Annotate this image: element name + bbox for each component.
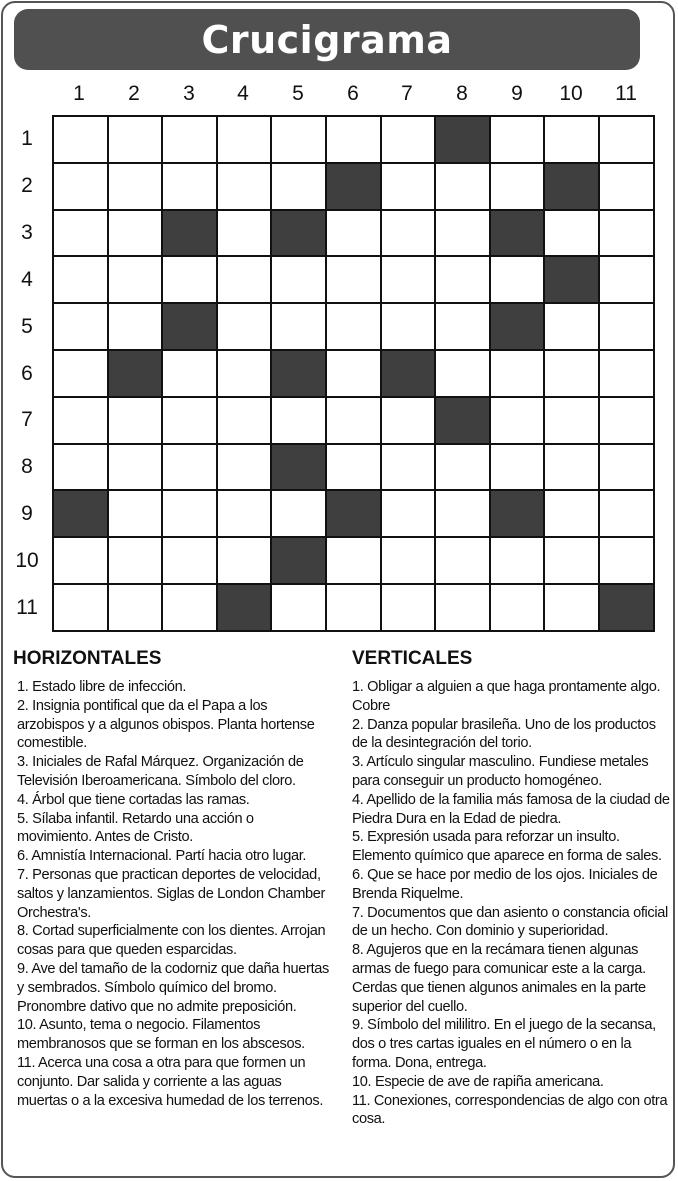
- clue-horizontal-1: 1. Estado libre de infección.: [17, 679, 187, 695]
- black-cell: [545, 164, 600, 211]
- black-cell: [272, 445, 327, 492]
- answer-cell[interactable]: [109, 117, 164, 164]
- black-cell: [600, 585, 655, 632]
- page-title: Crucigrama: [201, 17, 453, 62]
- answer-cell[interactable]: [54, 538, 109, 585]
- answer-cell[interactable]: [54, 164, 109, 211]
- clue-horizontal-4: 4. Árbol que tiene cortadas las ramas.: [17, 791, 250, 808]
- row-number: 11: [16, 596, 38, 619]
- answer-cell[interactable]: [218, 538, 273, 585]
- black-cell: [163, 211, 218, 258]
- answer-cell[interactable]: [600, 211, 655, 258]
- answer-cell[interactable]: [545, 117, 600, 164]
- row-number: 2: [21, 174, 33, 197]
- answer-cell[interactable]: [491, 257, 546, 304]
- answer-cell[interactable]: [109, 257, 164, 304]
- crossword-grid: [52, 115, 655, 632]
- answer-cell[interactable]: [491, 117, 546, 164]
- answer-cell[interactable]: [109, 445, 164, 492]
- answer-cell[interactable]: [491, 445, 546, 492]
- answer-cell[interactable]: [54, 398, 109, 445]
- answer-cell[interactable]: [436, 538, 491, 585]
- answer-cell[interactable]: [382, 491, 437, 538]
- answer-cell[interactable]: [382, 398, 437, 445]
- column-number: 6: [347, 82, 359, 105]
- answer-cell[interactable]: [600, 445, 655, 492]
- answer-cell[interactable]: [327, 445, 382, 492]
- answer-cell[interactable]: [436, 491, 491, 538]
- clue-vertical-11: 11. Conexiones, correspondencias de algo con otra cosa.: [352, 1092, 668, 1128]
- answer-cell[interactable]: [272, 491, 327, 538]
- black-cell: [491, 304, 546, 351]
- answer-cell[interactable]: [600, 351, 655, 398]
- answer-cell[interactable]: [272, 585, 327, 632]
- answer-cell[interactable]: [163, 257, 218, 304]
- answer-cell[interactable]: [54, 211, 109, 258]
- answer-cell[interactable]: [109, 164, 164, 211]
- horizontales-heading: HORIZONTALES: [13, 648, 162, 669]
- clue-horizontal-10: 10. Asunto, tema o negocio. Filamentos membranosos que se forman en los abscesos.: [17, 1017, 305, 1053]
- answer-cell[interactable]: [218, 398, 273, 445]
- answer-cell[interactable]: [163, 351, 218, 398]
- black-cell: [218, 585, 273, 632]
- answer-cell[interactable]: [545, 491, 600, 538]
- answer-cell[interactable]: [54, 257, 109, 304]
- answer-cell[interactable]: [109, 491, 164, 538]
- black-cell: [272, 211, 327, 258]
- column-number: 11: [615, 82, 637, 105]
- clue-vertical-4: 4. Apellido de la familia más famosa de la ciudad de Piedra Dura en la Edad de piedra.: [352, 791, 670, 827]
- black-cell: [382, 351, 437, 398]
- row-number: 10: [15, 549, 39, 572]
- answer-cell[interactable]: [163, 585, 218, 632]
- answer-cell[interactable]: [163, 398, 218, 445]
- black-cell: [272, 351, 327, 398]
- row-number: 3: [21, 221, 33, 244]
- answer-cell[interactable]: [109, 304, 164, 351]
- black-cell: [491, 211, 546, 258]
- title-banner: [14, 9, 640, 70]
- answer-cell[interactable]: [600, 538, 655, 585]
- horizontales-section: [13, 648, 331, 1110]
- answer-cell[interactable]: [163, 117, 218, 164]
- row-number: 8: [21, 455, 33, 478]
- answer-cell[interactable]: [272, 164, 327, 211]
- clue-vertical-1: 1. Obligar a alguien a que haga prontamente algo. Cobre: [352, 679, 661, 714]
- answer-cell[interactable]: [436, 257, 491, 304]
- row-number: 5: [21, 315, 33, 338]
- answer-cell[interactable]: [545, 398, 600, 445]
- answer-cell[interactable]: [218, 304, 273, 351]
- answer-cell[interactable]: [491, 351, 546, 398]
- answer-cell[interactable]: [272, 257, 327, 304]
- answer-cell[interactable]: [272, 304, 327, 351]
- answer-cell[interactable]: [218, 257, 273, 304]
- answer-cell[interactable]: [382, 304, 437, 351]
- clue-horizontal-8: 8. Cortad superficialmente con los dientes. Arrojan cosas para que queden esparcidas.: [17, 923, 326, 959]
- answer-cell[interactable]: [600, 304, 655, 351]
- clue-vertical-5: 5. Expresión usada para reforzar un insulto. Elemento químico que aparece en forma de sales.: [352, 829, 662, 865]
- answer-cell[interactable]: [327, 211, 382, 258]
- answer-cell[interactable]: [491, 398, 546, 445]
- verticales-heading: VERTICALES: [352, 648, 473, 669]
- answer-cell[interactable]: [436, 211, 491, 258]
- answer-cell[interactable]: [218, 164, 273, 211]
- clue-vertical-6: 6. Que se hace por medio de los ojos. Iniciales de Brenda Riquelme.: [352, 866, 658, 902]
- answer-cell[interactable]: [600, 491, 655, 538]
- answer-cell[interactable]: [327, 257, 382, 304]
- answer-cell[interactable]: [382, 445, 437, 492]
- answer-cell[interactable]: [54, 351, 109, 398]
- answer-cell[interactable]: [109, 398, 164, 445]
- answer-cell[interactable]: [327, 538, 382, 585]
- column-number: 4: [237, 82, 249, 105]
- black-cell: [109, 351, 164, 398]
- answer-cell[interactable]: [600, 398, 655, 445]
- row-number: 1: [21, 127, 33, 150]
- answer-cell[interactable]: [382, 164, 437, 211]
- answer-cell[interactable]: [218, 491, 273, 538]
- answer-cell[interactable]: [327, 117, 382, 164]
- answer-cell[interactable]: [54, 304, 109, 351]
- answer-cell[interactable]: [163, 491, 218, 538]
- answer-cell[interactable]: [327, 398, 382, 445]
- clue-horizontal-5: 5. Sílaba infantil. Retardo una acción o movimiento. Antes de Cristo.: [17, 810, 254, 846]
- black-cell: [327, 164, 382, 211]
- answer-cell[interactable]: [382, 211, 437, 258]
- answer-cell[interactable]: [545, 211, 600, 258]
- answer-cell[interactable]: [436, 585, 491, 632]
- column-number: 10: [559, 82, 583, 105]
- column-number: 2: [128, 82, 140, 105]
- column-number: 3: [183, 82, 195, 105]
- clue-horizontal-11: 11. Acerca una cosa a otra para que formen un conjunto. Dar salida y corriente a las aguas muertas o a la excesiva humedad de los terrenos.: [17, 1054, 324, 1109]
- answer-cell[interactable]: [54, 585, 109, 632]
- answer-cell[interactable]: [218, 117, 273, 164]
- clue-vertical-9: 9. Símbolo del mililitro. En el juego de la secansa, dos o tres cartas iguales en el número o en la forma. Dona, entrega.: [352, 1017, 656, 1071]
- answer-cell[interactable]: [109, 211, 164, 258]
- clue-horizontal-3: 3. Iniciales de Rafal Márquez. Organización de Televisión Iberoamericana. Símbolo del cloro.: [17, 754, 304, 789]
- answer-cell[interactable]: [491, 164, 546, 211]
- answer-cell[interactable]: [109, 585, 164, 632]
- row-number: 7: [21, 408, 33, 431]
- row-number: 4: [21, 268, 33, 291]
- answer-cell[interactable]: [436, 445, 491, 492]
- answer-cell[interactable]: [109, 538, 164, 585]
- answer-cell[interactable]: [382, 538, 437, 585]
- answer-cell[interactable]: [163, 538, 218, 585]
- black-cell: [436, 117, 491, 164]
- answer-cell[interactable]: [54, 117, 109, 164]
- answer-cell[interactable]: [327, 351, 382, 398]
- answer-cell[interactable]: [545, 585, 600, 632]
- black-cell: [327, 491, 382, 538]
- verticales-section: [352, 648, 670, 1129]
- answer-cell[interactable]: [436, 351, 491, 398]
- answer-cell[interactable]: [382, 257, 437, 304]
- clue-horizontal-6: 6. Amnistía Internacional. Partí hacia otro lugar.: [17, 848, 307, 865]
- answer-cell[interactable]: [382, 117, 437, 164]
- answer-cell[interactable]: [545, 538, 600, 585]
- clue-vertical-10: 10. Especie de ave de rapiña americana.: [352, 1073, 604, 1090]
- answer-cell[interactable]: [54, 445, 109, 492]
- clue-vertical-7: 7. Documentos que dan asiento o constancia oficial de un hecho. Con dominio y superioridad.: [352, 904, 668, 940]
- column-number: 7: [401, 82, 413, 105]
- answer-cell[interactable]: [600, 117, 655, 164]
- clue-horizontal-2: 2. Insignia pontifical que da el Papa a los arzobispos y a algunos obispos. Planta hortense comestible.: [17, 697, 315, 752]
- clue-vertical-2: 2. Danza popular brasileña. Uno de los productos de la desintegración del torio.: [352, 716, 656, 752]
- answer-cell[interactable]: [600, 257, 655, 304]
- black-cell: [491, 491, 546, 538]
- clue-horizontal-7: 7. Personas que practican deportes de velocidad, saltos y lanzamientos. Siglas de London Chamber Orchestra's.: [17, 866, 326, 921]
- answer-cell[interactable]: [436, 304, 491, 351]
- black-cell: [54, 491, 109, 538]
- column-number: 5: [292, 82, 304, 105]
- answer-cell[interactable]: [382, 585, 437, 632]
- clue-vertical-3: 3. Artículo singular masculino. Fundiese metales para conseguir un producto homogéneo.: [352, 754, 649, 789]
- answer-cell[interactable]: [545, 351, 600, 398]
- answer-cell[interactable]: [491, 538, 546, 585]
- row-number: 6: [21, 362, 33, 385]
- answer-cell[interactable]: [600, 164, 655, 211]
- clue-vertical-8: 8. Agujeros que en la recámara tienen algunas armas de fuego para comunicar este a la carga. Cerdas que tienen algunos animales en la parte superior del cuello.: [352, 942, 646, 1015]
- column-number: 8: [456, 82, 468, 105]
- black-cell: [272, 538, 327, 585]
- answer-cell[interactable]: [327, 304, 382, 351]
- answer-cell[interactable]: [218, 351, 273, 398]
- black-cell: [163, 304, 218, 351]
- answer-cell[interactable]: [491, 585, 546, 632]
- answer-cell[interactable]: [272, 117, 327, 164]
- row-number: 9: [21, 502, 33, 525]
- column-number: 9: [511, 82, 523, 105]
- black-cell: [545, 257, 600, 304]
- answer-cell[interactable]: [436, 164, 491, 211]
- answer-cell[interactable]: [218, 445, 273, 492]
- answer-cell[interactable]: [327, 585, 382, 632]
- answer-cell[interactable]: [163, 445, 218, 492]
- column-number: 1: [73, 82, 85, 105]
- answer-cell[interactable]: [545, 304, 600, 351]
- answer-cell[interactable]: [163, 164, 218, 211]
- answer-cell[interactable]: [272, 398, 327, 445]
- clue-horizontal-9: 9. Ave del tamaño de la codorniz que daña huertas y sembrados. Símbolo químico del bromo. Pronombre dativo que no admite preposición.: [17, 960, 329, 1015]
- black-cell: [436, 398, 491, 445]
- answer-cell[interactable]: [218, 211, 273, 258]
- answer-cell[interactable]: [545, 445, 600, 492]
